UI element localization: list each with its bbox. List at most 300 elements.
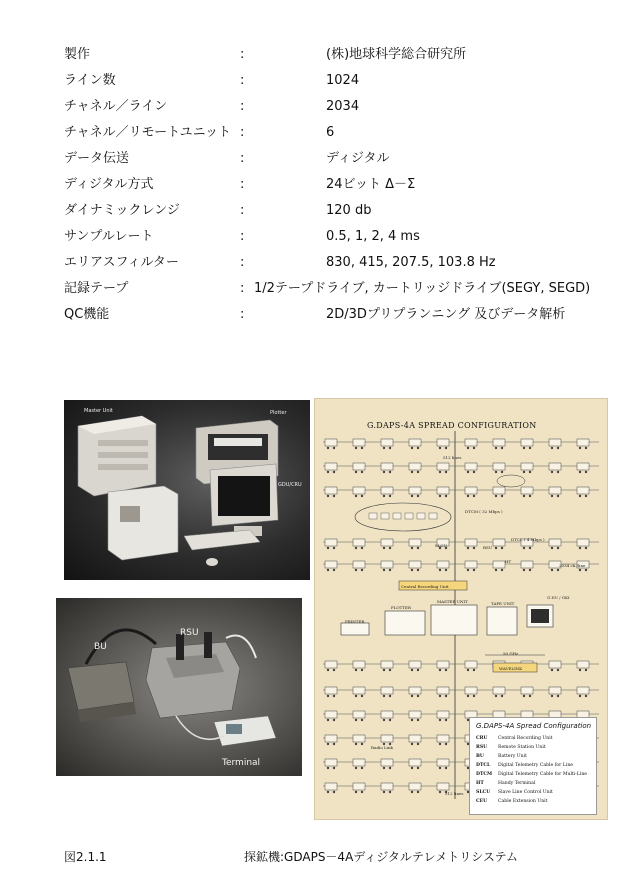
geophone-node — [439, 495, 441, 497]
geophone-node — [361, 547, 363, 549]
rsu-unit — [493, 687, 505, 694]
rsu-unit — [325, 711, 337, 718]
spec-value: (株)地球科学総合研究所 — [326, 47, 467, 62]
spec-row-lines — [64, 68, 604, 94]
rsu-unit — [465, 487, 477, 494]
geophone-node — [333, 719, 335, 721]
rsu-unit — [549, 463, 561, 470]
spec-value: 24ビット Δ－Σ — [326, 177, 416, 192]
geophone-node — [579, 695, 581, 697]
rsu-unit — [493, 487, 505, 494]
geophone-node — [557, 547, 559, 549]
geophone-node — [355, 791, 357, 793]
legend-item: BU Battery Unit — [476, 754, 527, 759]
geophone-node — [473, 495, 475, 497]
rsu-unit — [409, 463, 421, 470]
geophone-node — [383, 447, 385, 449]
geophone-node — [417, 695, 419, 697]
spec-row-alias-filter — [64, 250, 604, 276]
geophone-node — [585, 471, 587, 473]
spec-colon: : — [240, 307, 245, 322]
geophone-node — [557, 495, 559, 497]
spec-row-recording-tape — [64, 276, 604, 302]
gdu-label: GDU/CRU — [278, 482, 302, 488]
geophone-node — [327, 471, 329, 473]
geophone-node — [501, 471, 503, 473]
geophone-node — [411, 695, 413, 697]
geophone-node — [333, 791, 335, 793]
rsu-unit — [409, 687, 421, 694]
geophone-node — [361, 569, 363, 571]
spec-row-sample-rate — [64, 224, 604, 250]
geophone-node — [557, 695, 559, 697]
rsu-unit — [381, 783, 393, 790]
spec-value: 6 — [326, 125, 335, 140]
geophone-node — [501, 447, 503, 449]
geophone-node — [417, 791, 419, 793]
rsu-unit — [437, 561, 449, 568]
geophone-node — [579, 547, 581, 549]
line-unit — [405, 513, 413, 519]
geophone-node — [585, 695, 587, 697]
rsu-unit — [465, 539, 477, 546]
rsu-unit — [381, 463, 393, 470]
rsu-unit — [465, 661, 477, 668]
spec-colon: : — [240, 73, 245, 88]
rsu-unit — [409, 783, 421, 790]
rsu-unit — [353, 687, 365, 694]
rsu-unit — [353, 463, 365, 470]
spec-colon: : — [240, 203, 245, 218]
rsu-unit — [325, 561, 337, 568]
spec-colon: : — [240, 99, 245, 114]
geophone-node — [327, 569, 329, 571]
master-box — [431, 605, 477, 635]
rsu-unit — [521, 463, 533, 470]
rsu-unit — [325, 687, 337, 694]
geophone-node — [579, 471, 581, 473]
spec-label: ディジタル方式 — [64, 177, 154, 192]
geophone-node — [389, 471, 391, 473]
geophone-node — [467, 447, 469, 449]
geophone-node — [411, 743, 413, 745]
geophone-node — [333, 495, 335, 497]
line-unit — [369, 513, 377, 519]
geophone-node — [473, 547, 475, 549]
geophone-node — [361, 695, 363, 697]
geophone-node — [501, 495, 503, 497]
geophone-node — [495, 547, 497, 549]
geophone-node — [327, 547, 329, 549]
geophone-node — [417, 471, 419, 473]
rsu-unit — [577, 661, 589, 668]
geophone-node — [383, 569, 385, 571]
geophone-node — [327, 791, 329, 793]
geophone-node — [389, 669, 391, 671]
geophone-node — [361, 767, 363, 769]
geophone-node — [445, 569, 447, 571]
geophone-node — [445, 695, 447, 697]
rsu-unit — [409, 661, 421, 668]
rsu-unit — [437, 759, 449, 766]
geophone-node — [551, 569, 553, 571]
rsu-unit — [325, 759, 337, 766]
geophone-node — [579, 495, 581, 497]
cru-box-label: Central Recording Unit — [401, 584, 449, 589]
geophone-node — [389, 569, 391, 571]
geophone-node — [383, 791, 385, 793]
geophone-node — [361, 447, 363, 449]
geophone-node — [389, 791, 391, 793]
field-units-photo — [56, 598, 302, 776]
spec-row-qc — [64, 302, 604, 328]
geophone-node — [445, 447, 447, 449]
geophone-node — [445, 743, 447, 745]
geophone-node — [361, 669, 363, 671]
geophone-node — [501, 695, 503, 697]
gdu-diagram-label: G.DU / GKI — [547, 595, 570, 600]
geophone-node — [439, 695, 441, 697]
rsu-unit — [521, 487, 533, 494]
geophone-node — [585, 669, 587, 671]
spec-value: 2034 — [326, 99, 360, 114]
tape-unit-label: TAPE UNIT — [491, 601, 515, 606]
rsu-unit — [325, 783, 337, 790]
cable-oval — [497, 475, 525, 487]
plotter-label: Plotter — [270, 410, 287, 416]
spec-value: 830, 415, 207.5, 103.8 Hz — [326, 255, 496, 270]
geophone-node — [333, 447, 335, 449]
spec-value: 1/2テープドライブ, カートリッジドライブ(SEGY, SEGD) — [254, 281, 591, 296]
rsu-unit — [381, 735, 393, 742]
geophone-node — [551, 495, 553, 497]
geophone-node — [473, 447, 475, 449]
geophone-node — [411, 569, 413, 571]
geophone-node — [327, 743, 329, 745]
rsu-diagram-label: RSU — [483, 545, 493, 550]
geophone-node — [445, 719, 447, 721]
spread-configuration-diagram — [314, 398, 608, 820]
geophone-node — [355, 719, 357, 721]
geophone-node — [445, 767, 447, 769]
rf-label: 50 GHz — [503, 651, 519, 656]
geophone-node — [327, 669, 329, 671]
geophone-node — [355, 743, 357, 745]
rsu-unit — [465, 463, 477, 470]
geophone-node — [361, 791, 363, 793]
spec-colon: : — [240, 151, 245, 166]
rsu-unit — [381, 539, 393, 546]
geophone-node — [361, 719, 363, 721]
spec-label: エリアスフィルター — [64, 255, 179, 270]
geophone-node — [333, 569, 335, 571]
spec-colon: : — [240, 177, 245, 192]
geophone-node — [529, 471, 531, 473]
geophone-node — [523, 695, 525, 697]
rsu-unit — [437, 439, 449, 446]
geophone-node — [389, 695, 391, 697]
rsu-unit — [465, 687, 477, 694]
geophone-node — [411, 669, 413, 671]
geophone-node — [529, 695, 531, 697]
geophone-node — [467, 495, 469, 497]
geophone-node — [495, 569, 497, 571]
rsu-unit — [353, 711, 365, 718]
spec-colon: : — [240, 125, 245, 140]
geophone-node — [383, 767, 385, 769]
rsu-unit — [381, 561, 393, 568]
geophone-node — [439, 569, 441, 571]
geophone-node — [551, 695, 553, 697]
geophone-node — [523, 495, 525, 497]
geophone-node — [579, 669, 581, 671]
geophone-node — [355, 767, 357, 769]
rsu-unit — [577, 463, 589, 470]
rsu-unit — [409, 539, 421, 546]
rsu-unit — [325, 463, 337, 470]
geophone-node — [501, 569, 503, 571]
spec-colon: : — [240, 229, 245, 244]
geophone-node — [473, 569, 475, 571]
spec-label: QC機能 — [64, 307, 110, 322]
rsu-unit — [437, 463, 449, 470]
geophone-node — [557, 569, 559, 571]
spec-colon: : — [240, 255, 245, 270]
geophone-node — [327, 767, 329, 769]
rsu-unit — [353, 759, 365, 766]
plotter-diagram-label: PLOTTER — [391, 605, 411, 610]
rsu-unit — [353, 561, 365, 568]
line-unit — [417, 513, 425, 519]
dtcm-label: DTCM ( 32 Mbps ) — [465, 509, 503, 514]
geophone-node — [467, 569, 469, 571]
geophone-node — [495, 447, 497, 449]
geophone-node — [333, 743, 335, 745]
geophone-node — [439, 767, 441, 769]
printer-label: PRINTER — [345, 619, 365, 624]
rsu-unit — [381, 687, 393, 694]
figure-caption: 探鉱機:GDAPS－4Aディジタルテレメトリシステム — [244, 850, 519, 864]
geophone-node — [383, 719, 385, 721]
geophone-node — [355, 569, 357, 571]
master-unit-label: Master Unit — [84, 408, 113, 414]
geophone-node — [579, 447, 581, 449]
geophone-node — [439, 471, 441, 473]
geophone-node — [439, 447, 441, 449]
geophone-node — [355, 695, 357, 697]
geophone-node — [383, 547, 385, 549]
geophone-node — [417, 495, 419, 497]
rsu-unit — [409, 439, 421, 446]
line-unit — [381, 513, 389, 519]
spec-colon: : — [240, 47, 245, 62]
geophone-node — [529, 495, 531, 497]
geophone-node — [523, 569, 525, 571]
spec-row-dynamic-range — [64, 198, 604, 224]
rsu-unit — [409, 487, 421, 494]
geophone-node — [473, 669, 475, 671]
spec-row-transmission — [64, 146, 604, 172]
geophone-node — [557, 447, 559, 449]
wavelink-label: WAVELINK — [499, 666, 523, 671]
rsu-unit — [437, 487, 449, 494]
geophone-node — [383, 495, 385, 497]
spec-label: ダイナミックレンジ — [64, 203, 180, 218]
geophone-node — [355, 547, 357, 549]
geophone-node — [445, 495, 447, 497]
legend-item: SLCU Slave Line Control Unit — [476, 790, 553, 795]
printer-box — [341, 623, 369, 635]
lines-top-label: 512 lines — [443, 455, 462, 460]
master-diagram-label: MASTER UNIT — [437, 599, 468, 604]
rsu-unit — [437, 783, 449, 790]
geophone-node — [495, 471, 497, 473]
spec-table — [64, 42, 604, 328]
geophone-node — [327, 719, 329, 721]
geophone-node — [389, 719, 391, 721]
rsu-unit — [493, 463, 505, 470]
legend-item: CEU Cable Extension Unit — [476, 799, 548, 804]
geophone-node — [389, 495, 391, 497]
config-legend — [469, 717, 597, 815]
geophone-node — [411, 447, 413, 449]
geophone-node — [551, 447, 553, 449]
geophone-node — [551, 669, 553, 671]
geophone-node — [439, 719, 441, 721]
spec-value: 2D/3Dプリプランニング 及びデータ解析 — [326, 307, 566, 322]
rsu-unit — [549, 687, 561, 694]
spec-label: ライン数 — [64, 73, 116, 88]
line-unit — [393, 513, 401, 519]
rsu-unit — [549, 539, 561, 546]
rsu-unit — [549, 439, 561, 446]
geophone-node — [333, 767, 335, 769]
geophone-node — [557, 669, 559, 671]
rsu-unit — [381, 439, 393, 446]
rsu-unit — [353, 783, 365, 790]
spec-value: 120 db — [326, 203, 372, 218]
geophone-node — [417, 767, 419, 769]
rsu-unit — [577, 687, 589, 694]
geophone-node — [333, 669, 335, 671]
geophone-node — [361, 743, 363, 745]
slcu-label: SLCU — [435, 543, 447, 548]
rsu-unit — [325, 439, 337, 446]
geophone-node — [529, 547, 531, 549]
rsu-unit — [409, 561, 421, 568]
spec-label: チャネル／リモートユニット — [64, 125, 232, 140]
lines-bottom-label: 512 lines — [445, 791, 464, 796]
spec-value: ディジタル — [326, 151, 390, 166]
geophone-node — [355, 471, 357, 473]
geophone-node — [411, 495, 413, 497]
spec-label: データ伝送 — [64, 151, 130, 166]
spec-colon: : — [240, 281, 245, 296]
monitor-screen — [531, 609, 549, 623]
geophone-node — [495, 495, 497, 497]
geophone-node — [327, 447, 329, 449]
spec-value: 1024 — [326, 73, 360, 88]
geophone-node — [585, 447, 587, 449]
geophone-node — [411, 719, 413, 721]
legend-item: CRU Central Recording Unit — [476, 736, 553, 741]
geophone-node — [551, 471, 553, 473]
rsu-unit — [437, 735, 449, 742]
geophone-node — [383, 669, 385, 671]
geophone-node — [529, 447, 531, 449]
rsu-unit — [577, 439, 589, 446]
rsu-unit — [409, 735, 421, 742]
equipment-illustration — [64, 400, 310, 580]
rsu-unit — [437, 687, 449, 694]
spec-value: 0.5, 1, 2, 4 ms — [326, 229, 420, 244]
rsu-unit — [437, 711, 449, 718]
rsu-unit — [577, 487, 589, 494]
geophone-node — [383, 471, 385, 473]
geophone-node — [417, 719, 419, 721]
rsu-unit — [521, 687, 533, 694]
tape-box — [487, 607, 517, 635]
geophone-node — [523, 471, 525, 473]
spec-row-channels-per-line — [64, 94, 604, 120]
rsu-unit — [353, 661, 365, 668]
ch-per-line-label: 2034 ch./line — [559, 563, 586, 568]
geophone-node — [333, 695, 335, 697]
geophone-node — [585, 569, 587, 571]
radio-link-label: Radio Link — [371, 745, 393, 750]
geophone-node — [411, 767, 413, 769]
geophone-node — [529, 569, 531, 571]
line-unit — [429, 513, 437, 519]
rsu-label: RSU — [180, 628, 199, 638]
rsu-unit — [353, 539, 365, 546]
geophone-node — [439, 791, 441, 793]
rsu-unit — [409, 711, 421, 718]
geophone-node — [467, 547, 469, 549]
rsu-unit — [409, 759, 421, 766]
rsu-unit — [381, 487, 393, 494]
geophone-node — [501, 547, 503, 549]
rsu-unit — [353, 487, 365, 494]
geophone-node — [389, 447, 391, 449]
spec-label: サンプルレート — [64, 229, 154, 244]
geophone-node — [361, 495, 363, 497]
legend-item: HT Handy Terminal — [476, 781, 536, 786]
geophone-node — [389, 767, 391, 769]
geophone-node — [557, 471, 559, 473]
rsu-unit — [549, 487, 561, 494]
rsu-unit — [325, 539, 337, 546]
terminal-label: Terminal — [222, 758, 261, 768]
geophone-node — [411, 471, 413, 473]
geophone-node — [411, 547, 413, 549]
geophone-node — [495, 695, 497, 697]
rsu-unit — [381, 711, 393, 718]
geophone-node — [333, 547, 335, 549]
spec-row-maker — [64, 42, 604, 68]
rsu-unit — [353, 439, 365, 446]
geophone-node — [355, 495, 357, 497]
geophone-node — [417, 447, 419, 449]
geophone-node — [473, 471, 475, 473]
geophone-node — [411, 791, 413, 793]
field-units-illustration — [56, 598, 302, 776]
rsu-unit — [493, 561, 505, 568]
dtcl-label: DTCL ( 4 Mbps ) — [511, 537, 545, 542]
rsu-unit — [549, 661, 561, 668]
config-title: G.DAPS-4A SPREAD CONFIGURATION — [367, 421, 537, 430]
rsu-unit — [465, 561, 477, 568]
